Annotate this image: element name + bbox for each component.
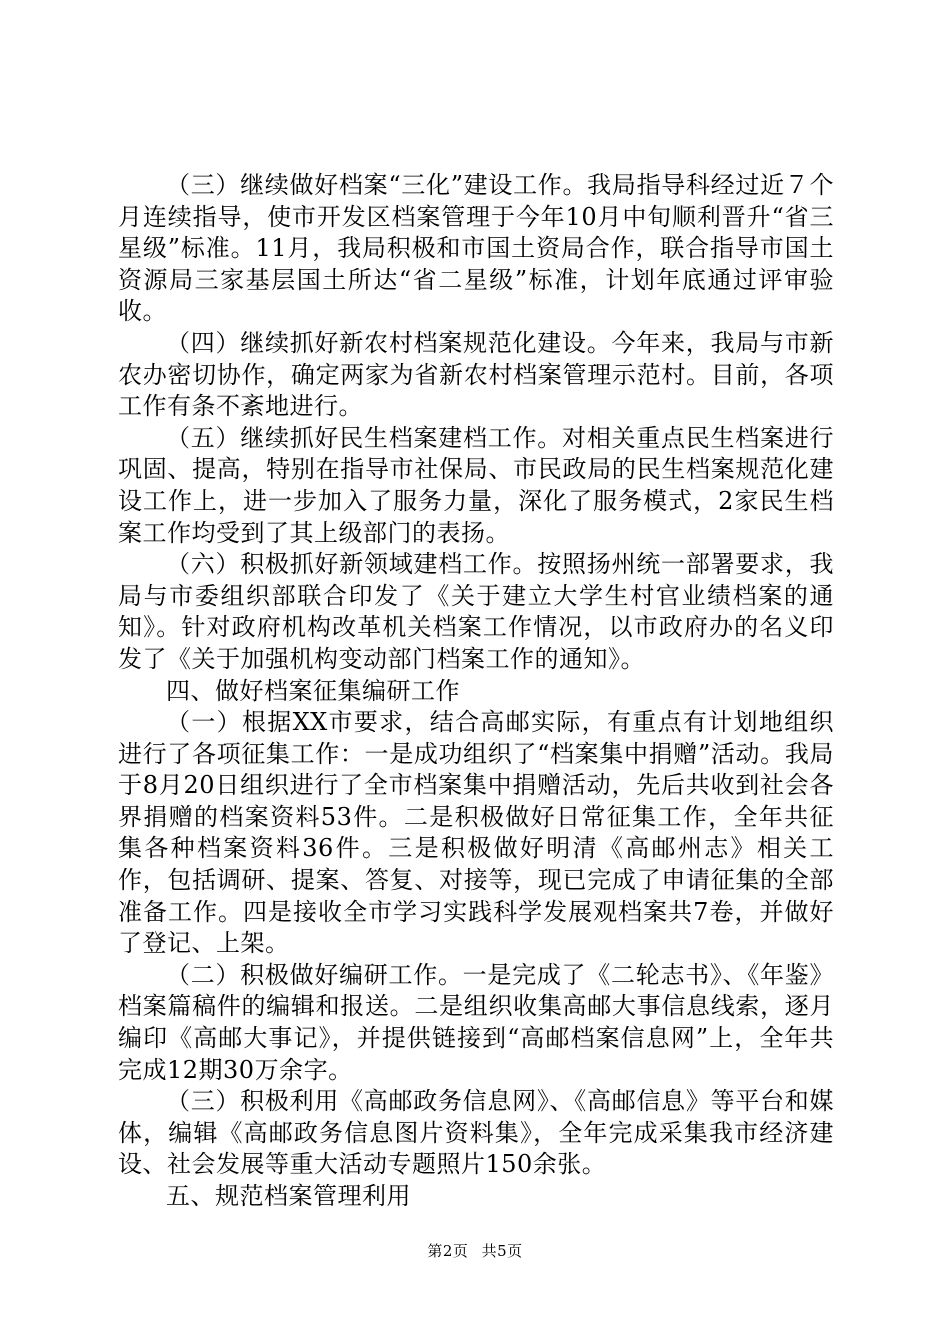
page-number: 第2页 — [427, 1242, 469, 1260]
page-total: 共5页 — [481, 1242, 523, 1260]
paragraph-compilation-work: （二）积极做好编研工作。一是完成了《二轮志书》、《年鉴》档案篇稿件的编辑和报送。二是组织收集高邮大事信息线索，逐月编印《高邮大事记》，并提供链接到“高邮档案信息网”上，全年共完成12期30万余字。 — [118, 960, 834, 1084]
document-body — [118, 170, 834, 1213]
section-heading-archive-management: 五、规范档案管理利用 — [166, 1182, 411, 1210]
paragraph-archive-three-standards: （三）继续做好档案“三化”建设工作。我局指导科经过近７个月连续指导，使市开发区档案管理于今年10月中旬顺利晋升“省三星级”标准。11月，我局积极和市国土资局合作，联合指导市国土资源局三家基层国土所达“省二星级”标准，计划年底通过评审验收。 — [118, 171, 834, 326]
paragraph-rural-archives: （四）继续抓好新农村档案规范化建设。今年来，我局与市新农办密切协作，确定两家为省新农村档案管理示范村。目前，各项工作有条不紊地进行。 — [118, 328, 834, 421]
paragraph-livelihood-archives: （五）继续抓好民生档案建档工作。对相关重点民生档案进行巩固、提高，特别在指导市社保局、市民政局的民生档案规范化建设工作上，进一步加入了服务力量，深化了服务模式，2家民生档案工作均受到了其上级部门的表扬。 — [118, 423, 834, 547]
paragraph-media-utilization: （三）积极利用《高邮政务信息网》、《高邮信息》等平台和媒体，编辑《高邮政务信息图片资料集》，全年完成采集我市经济建设、社会发展等重大活动专题照片150余张。 — [118, 1087, 834, 1179]
section-heading-collection-research: 四、做好档案征集编研工作 — [166, 676, 460, 705]
paragraph-collection-work: （一）根据XX市要求，结合高邮实际，有重点有计划地组织进行了各项征集工作：一是成功组织了“档案集中捐赠”活动。我局于8月20日组织进行了全市档案集中捐赠活动，先后共收到社会各界捐赠的档案资料53件。二是积极做好日常征集工作，全年共征集各种档案资料36件。三是积极做好明清《高邮州志》相关工作，包括调研、提案、答复、对接等，现已完成了申请征集的全部准备工作。四是接收全市学习实践科学发展观档案共7卷，并做好了登记、上架。 — [118, 708, 834, 958]
page-footer — [0, 1240, 950, 1261]
paragraph-new-fields-archives: （六）积极抓好新领域建档工作。按照扬州统一部署要求，我局与市委组织部联合印发了《关于建立大学生村官业绩档案的通知》。针对政府机构改革机关档案工作情况，以市政府办的名义印发了《关于加强机构变动部门档案工作的通知》。 — [118, 550, 834, 673]
